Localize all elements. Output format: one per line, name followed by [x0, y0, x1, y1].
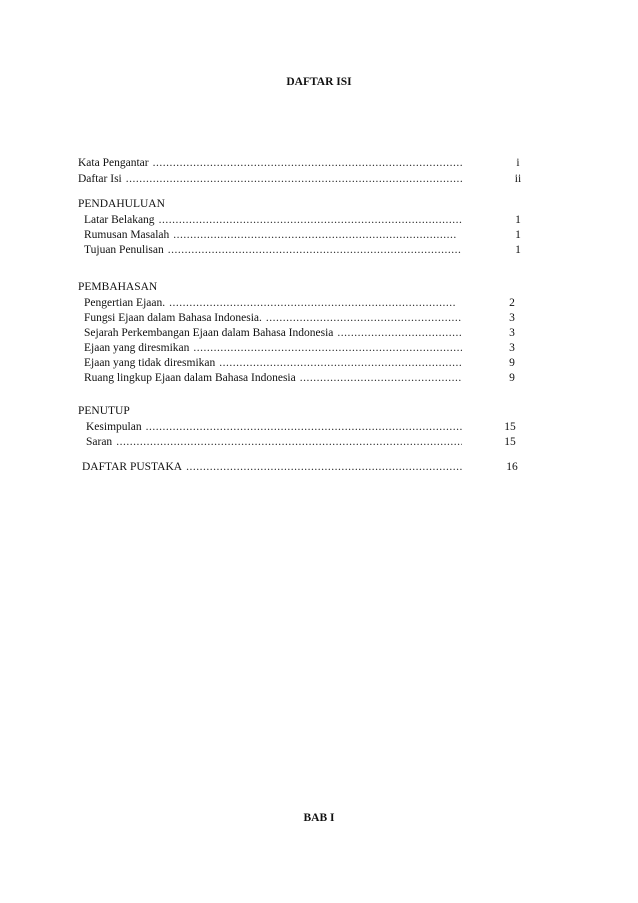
dot-leader [146, 420, 462, 435]
toc-entry-label: Latar Belakang [84, 214, 155, 226]
toc-page-number: 9 [509, 372, 515, 384]
toc-page-number: 3 [509, 327, 515, 339]
dot-leader [173, 228, 456, 243]
section-heading-penutup: PENUTUP [78, 405, 130, 417]
toc-entry-tujuan-penulisan[interactable] [84, 243, 521, 258]
dot-leader [337, 326, 462, 341]
toc-entry-sejarah-perkembangan[interactable] [84, 326, 515, 341]
toc-entry-label: Rumusan Masalah [84, 229, 170, 241]
toc-entry-label: Daftar Isi [78, 173, 122, 185]
dot-leader [159, 213, 462, 228]
toc-page-number: 1 [515, 244, 521, 256]
toc-page-number: 16 [506, 461, 518, 473]
toc-entry-ejaan-diresmikan[interactable] [84, 341, 515, 356]
toc-page-number: 15 [504, 436, 516, 448]
toc-page-number: 2 [509, 297, 515, 309]
toc-entry-latar-belakang[interactable] [84, 213, 521, 228]
toc-entry-label: Pengertian Ejaan. [84, 297, 166, 309]
toc-entry-label: Kesimpulan [86, 421, 142, 433]
toc-entry-label: Ejaan yang diresmikan [84, 342, 190, 354]
toc-entry-label: Kata Pengantar [78, 157, 149, 169]
toc-entry-label: Tujuan Penulisan [84, 244, 164, 256]
toc-entry-pengertian-ejaan[interactable] [84, 296, 515, 311]
toc-entry-daftar-isi[interactable] [78, 172, 522, 187]
chapter-heading: BAB I [303, 812, 335, 824]
section-heading-pembahasan: PEMBAHASAN [78, 281, 158, 293]
toc-entry-label: DAFTAR PUSTAKA [82, 461, 183, 473]
dot-leader [126, 172, 462, 187]
section-heading-pendahuluan: PENDAHULUAN [78, 198, 165, 210]
toc-page-number: 15 [504, 421, 516, 433]
dot-leader [153, 156, 462, 171]
page-title: DAFTAR ISI [286, 76, 352, 88]
dot-leader [300, 371, 462, 386]
toc-page-number: 3 [509, 312, 515, 324]
toc-entry-kesimpulan[interactable] [86, 420, 516, 435]
toc-entry-fungsi-ejaan[interactable] [84, 311, 515, 326]
toc-entry-label: Ruang lingkup Ejaan dalam Bahasa Indonesia [84, 372, 296, 384]
toc-page-number: 9 [509, 357, 515, 369]
toc-page-number: 1 [515, 229, 521, 241]
dot-leader [219, 356, 462, 371]
toc-page-number: ii [514, 173, 522, 185]
toc-entry-ejaan-tidak-diresmikan[interactable] [84, 356, 515, 371]
dot-leader [116, 435, 462, 450]
toc-entry-label: Fungsi Ejaan dalam Bahasa Indonesia. [84, 312, 262, 324]
toc-page-number: 1 [515, 214, 521, 226]
toc-entry-label: Saran [86, 436, 113, 448]
toc-entry-daftar-pustaka[interactable] [82, 460, 518, 475]
toc-entry-saran[interactable] [86, 435, 516, 450]
dot-leader [186, 460, 462, 475]
dot-leader [266, 311, 462, 326]
dot-leader [193, 341, 462, 356]
dot-leader [168, 243, 462, 258]
toc-entry-kata-pengantar[interactable] [78, 156, 520, 171]
dot-leader [169, 296, 456, 311]
toc-entry-label: Ejaan yang tidak diresmikan [84, 357, 216, 369]
toc-entry-rumusan-masalah[interactable] [84, 228, 521, 243]
toc-entry-ruang-lingkup[interactable] [84, 371, 515, 386]
toc-page-number: i [516, 157, 520, 169]
toc-page-number: 3 [509, 342, 515, 354]
toc-entry-label: Sejarah Perkembangan Ejaan dalam Bahasa Indonesia [84, 327, 334, 339]
